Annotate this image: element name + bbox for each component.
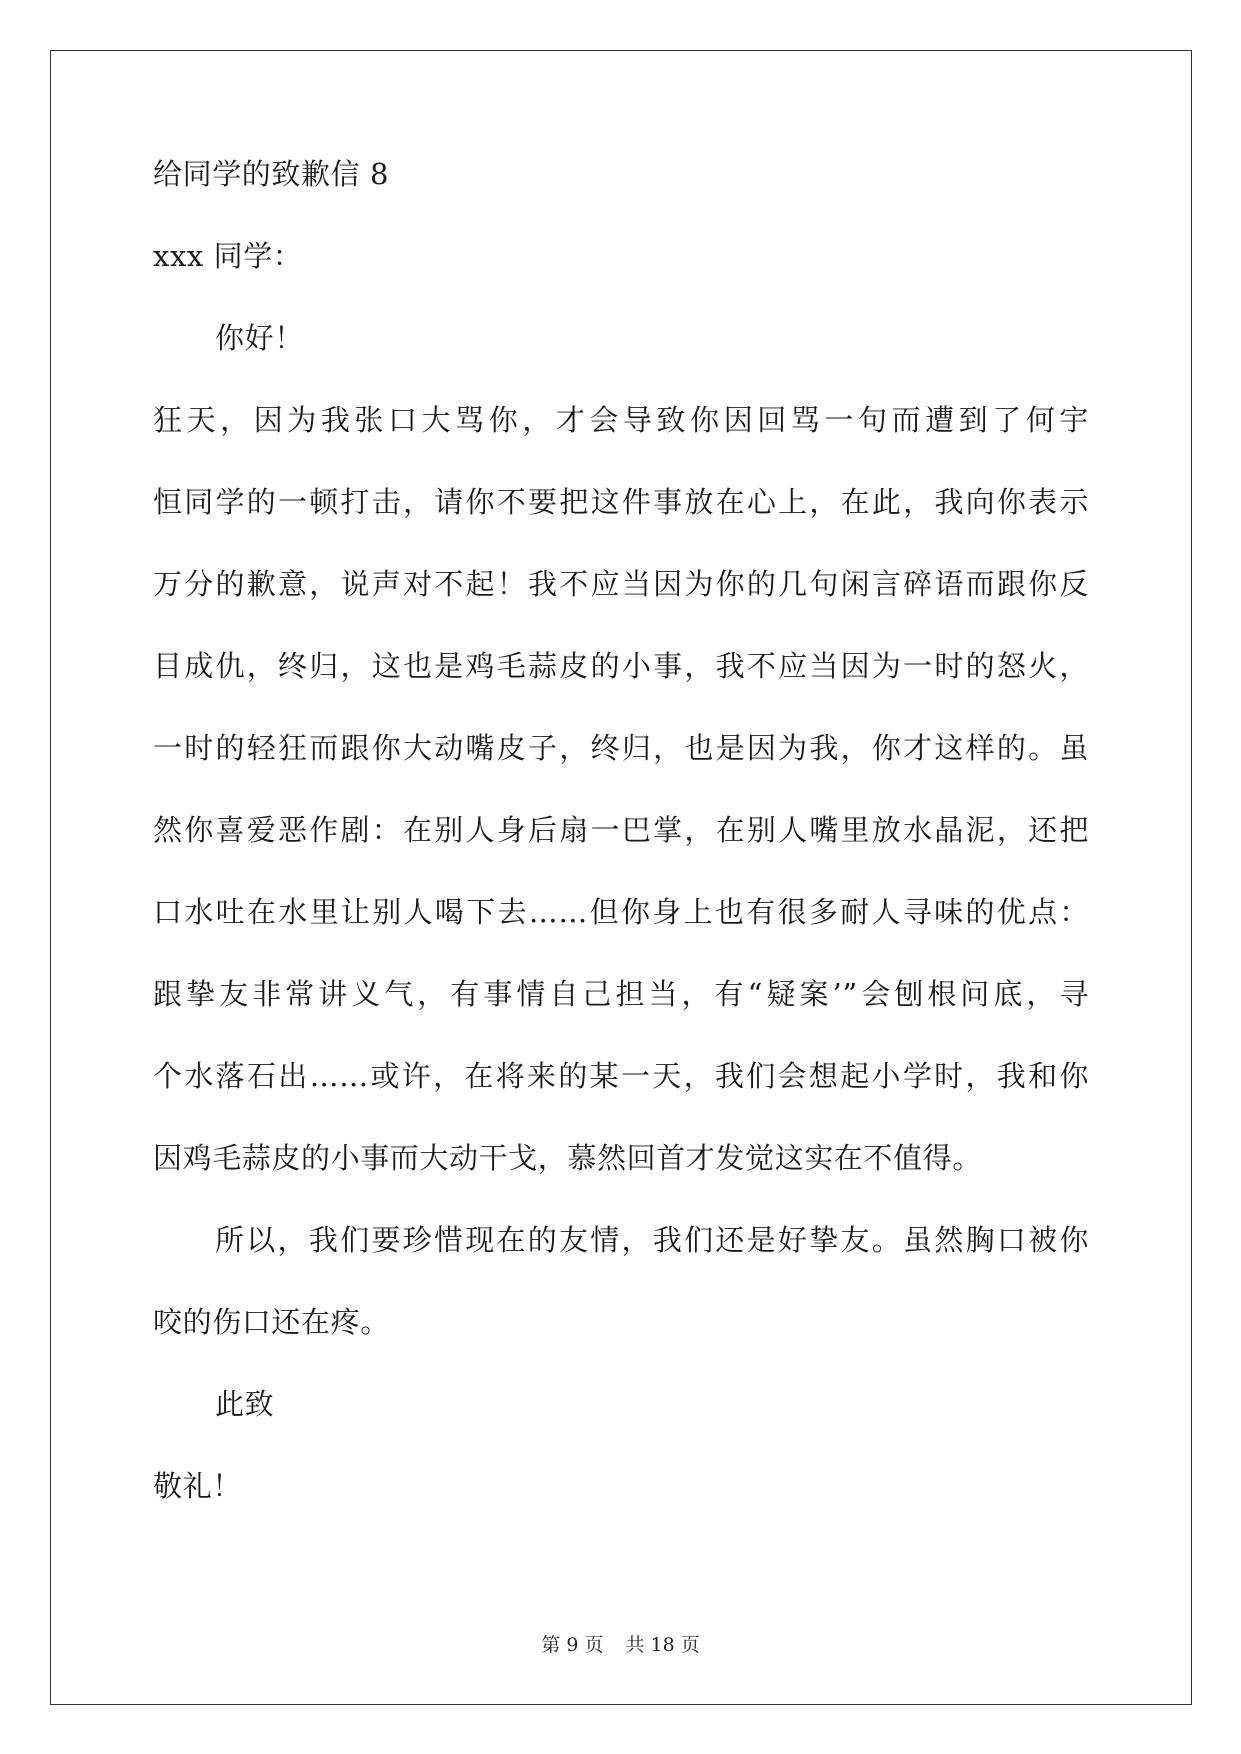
body-line: 恒同学的一顿打击，请你不要把这件事放在心上，在此，我向你表示: [153, 485, 1089, 519]
page-border: [50, 50, 1192, 1705]
body-line: 目成仇，终归，这也是鸡毛蒜皮的小事，我不应当因为一时的怒火，: [153, 649, 1089, 683]
greeting: 你好！: [215, 321, 304, 355]
body-line: 然你喜爱恶作剧：在别人身后扇一巴掌，在别人嘴里放水晶泥，还把: [153, 813, 1089, 847]
body-line: 个水落石出……或许，在将来的某一天，我们会想起小学时，我和你: [153, 1059, 1089, 1093]
body-line: 跟挚友非常讲义气，有事情自己担当，有“疑案’”会刨根问底，寻: [153, 977, 1089, 1011]
sign-off-to: 此致: [215, 1387, 275, 1421]
closing-line: 所以，我们要珍惜现在的友情，我们还是好挚友。虽然胸口被你: [215, 1223, 1089, 1257]
sign-off-regards: 敬礼！: [153, 1469, 242, 1503]
letter-title: 给同学的致歉信 8: [153, 157, 390, 191]
closing-line: 咬的伤口还在疼。: [153, 1305, 390, 1339]
salutation: xxx 同学：: [153, 239, 303, 273]
body-line: 一时的轻狂而跟你大动嘴皮子，终归，也是因为我，你才这样的。虽: [153, 731, 1089, 765]
body-line: 狂天，因为我张口大骂你，才会导致你因回骂一句而遭到了何宇: [153, 403, 1089, 437]
page-number: 第 9 页: [541, 1634, 604, 1656]
body-line: 因鸡毛蒜皮的小事而大动干戈，慕然回首才发觉这实在不值得。: [153, 1141, 982, 1175]
page-total: 共 18 页: [625, 1634, 700, 1656]
body-line: 口水吐在水里让别人喝下去……但你身上也有很多耐人寻味的优点：: [153, 895, 1089, 929]
page-footer: [0, 1632, 1241, 1658]
body-line: 万分的歉意，说声对不起！我不应当因为你的几句闲言碎语而跟你反: [153, 567, 1089, 601]
